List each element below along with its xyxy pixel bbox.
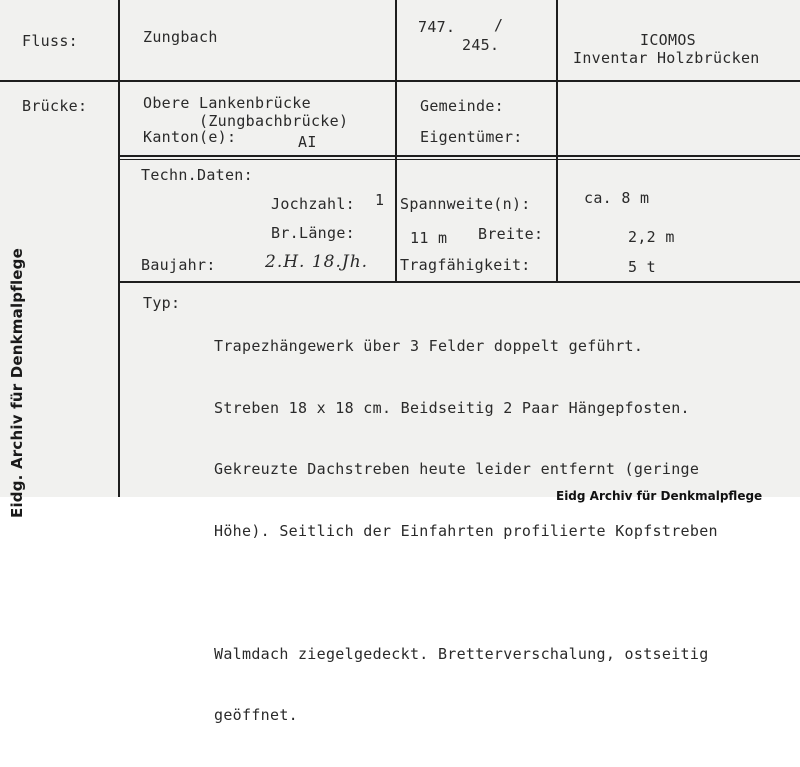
bruecke-alt-name: (Zungbachbrücke) — [199, 112, 349, 130]
typ-line: Trapezhängewerk über 3 Felder doppelt geführt. — [214, 337, 644, 355]
archive-side-stamp — [3, 248, 31, 518]
kanton-label: Kanton(e): — [143, 128, 237, 146]
baujahr-label: Baujahr: — [141, 256, 216, 274]
kanton-value: AI — [298, 133, 317, 151]
vertical-rule-left — [118, 0, 120, 497]
inventory-number-bottom: 245. — [462, 36, 500, 54]
fluss-label: Fluss: — [22, 32, 78, 50]
typ-line — [214, 582, 718, 603]
horizontal-rule-2 — [118, 155, 800, 157]
fluss-value: Zungbach — [143, 28, 218, 46]
laenge-value: 11 m — [410, 229, 448, 247]
gemeinde-label: Gemeinde: — [420, 97, 504, 115]
vertical-rule-right — [556, 0, 558, 282]
typ-line: Höhe). Seitlich der Einfahrten profilierte Kopfstreben — [214, 521, 718, 540]
typ-line: Walmdach ziegelgedeckt. Bretterverschalung, ostseitig — [214, 644, 709, 663]
bruecke-label: Brücke: — [22, 97, 88, 115]
horizontal-rule-3 — [118, 281, 800, 283]
archive-side-stamp-text: Eidg. Archiv für Denkmalpflege — [8, 248, 26, 518]
inventory-title: Inventar Holzbrücken — [573, 49, 760, 67]
spannweite-value: ca. 8 m — [584, 189, 650, 207]
bruecke-name: Obere Lankenbrücke — [143, 94, 311, 112]
typ-line: geöffnet. — [214, 706, 298, 724]
eigentuemer-label: Eigentümer: — [420, 128, 523, 146]
org-name: ICOMOS — [640, 31, 696, 49]
inventory-number-slash: / — [494, 16, 504, 34]
jochzahl-label: Jochzahl: — [271, 195, 355, 213]
typ-line: Streben 18 x 18 cm. Beidseitig 2 Paar Hängepfosten. — [214, 398, 690, 417]
tragfaehigkeit-value: 5 t — [628, 258, 656, 276]
breite-label: Breite: — [478, 225, 544, 243]
vertical-rule-middle — [395, 0, 397, 282]
typ-label: Typ: — [143, 294, 181, 312]
spannweite-label: Spannweite(n): — [400, 195, 531, 213]
breite-value: 2,2 m — [628, 228, 675, 246]
horizontal-rule-1 — [0, 80, 800, 82]
inventory-number-top: 747. — [418, 18, 456, 36]
baujahr-value: 2.H. 18.Jh. — [265, 252, 369, 272]
horizontal-rule-2b — [118, 159, 800, 160]
laenge-label: Br.Länge: — [271, 224, 355, 242]
archive-caption: Eidg Archiv für Denkmalpflege — [556, 489, 763, 503]
jochzahl-value: 1 — [375, 191, 385, 209]
typ-description — [214, 295, 718, 767]
typ-line: Gekreuzte Dachstreben heute leider entfernt (geringe — [214, 460, 700, 478]
techn-daten-label: Techn.Daten: — [141, 166, 253, 184]
tragfaehigkeit-label: Tragfähigkeit: — [400, 256, 531, 274]
